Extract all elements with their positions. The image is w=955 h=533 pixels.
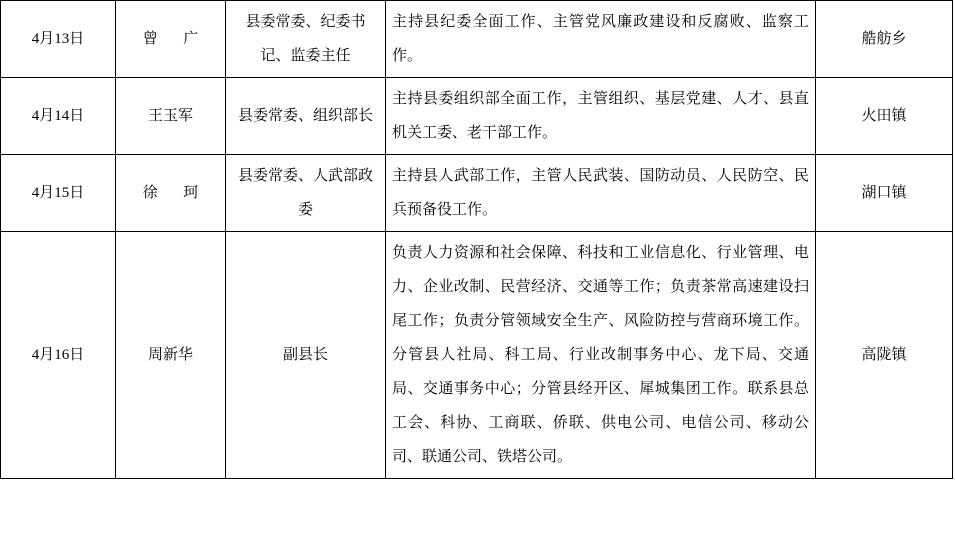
table-row bbox=[1, 232, 953, 479]
cell-duty-text: 主持县人武部工作，主管人民武装、国防动员、人民防空、民兵预备役工作。 bbox=[392, 168, 809, 218]
cell-duty bbox=[386, 232, 816, 479]
cell-post-text: 县委常委、人武部政委 bbox=[237, 168, 373, 218]
cell-post bbox=[226, 78, 386, 155]
cell-name-text: 周新华 bbox=[147, 347, 193, 363]
table-row bbox=[1, 1, 953, 78]
cell-date: 4月13日 bbox=[1, 1, 116, 78]
cell-name-text: 曾 广 bbox=[142, 31, 204, 47]
cell-post-text: 县委常委、组织部长 bbox=[237, 108, 373, 124]
table-body bbox=[1, 1, 953, 479]
cell-post bbox=[226, 1, 386, 78]
cell-name-text: 徐 珂 bbox=[142, 185, 204, 201]
cell-name bbox=[116, 1, 226, 78]
cell-name bbox=[116, 232, 226, 479]
cell-duty-text: 负责人力资源和社会保障、科技和工业信息化、行业管理、电力、企业改制、民营经济、交通等工作；负责茶常高速建设扫尾工作；负责分管领域安全生产、风险防控与营商环境工作。分管县人社局、科工局、行业改制事务中心、龙下局、交通局、交通事务中心；分管县经开区、犀城集团工作。联系县总工会、科协、工商联、侨联、供电公司、电信公司、移动公司、联通公司、铁塔公司。 bbox=[392, 245, 809, 465]
cell-date: 4月14日 bbox=[1, 78, 116, 155]
cell-duty bbox=[386, 1, 816, 78]
table-row bbox=[1, 78, 953, 155]
cell-post bbox=[226, 232, 386, 479]
cell-name-text: 王玉军 bbox=[147, 108, 193, 124]
cell-date: 4月15日 bbox=[1, 155, 116, 232]
cell-town: 高陇镇 bbox=[816, 232, 953, 479]
cell-town: 湖口镇 bbox=[816, 155, 953, 232]
cell-duty-text: 主持县纪委全面工作、主管党风廉政建设和反腐败、监察工作。 bbox=[392, 14, 809, 64]
cell-name bbox=[116, 155, 226, 232]
cell-duty bbox=[386, 155, 816, 232]
cell-duty-text: 主持县委组织部全面工作，主管组织、基层党建、人才、县直机关工委、老干部工作。 bbox=[392, 91, 809, 141]
table-row bbox=[1, 155, 953, 232]
cell-date: 4月16日 bbox=[1, 232, 116, 479]
cell-name bbox=[116, 78, 226, 155]
cell-duty bbox=[386, 78, 816, 155]
cell-town: 艁舫乡 bbox=[816, 1, 953, 78]
cell-town: 火田镇 bbox=[816, 78, 953, 155]
cell-post-text: 副县长 bbox=[282, 347, 328, 363]
cell-post bbox=[226, 155, 386, 232]
cell-post-text: 县委常委、纪委书记、监委主任 bbox=[245, 14, 366, 64]
